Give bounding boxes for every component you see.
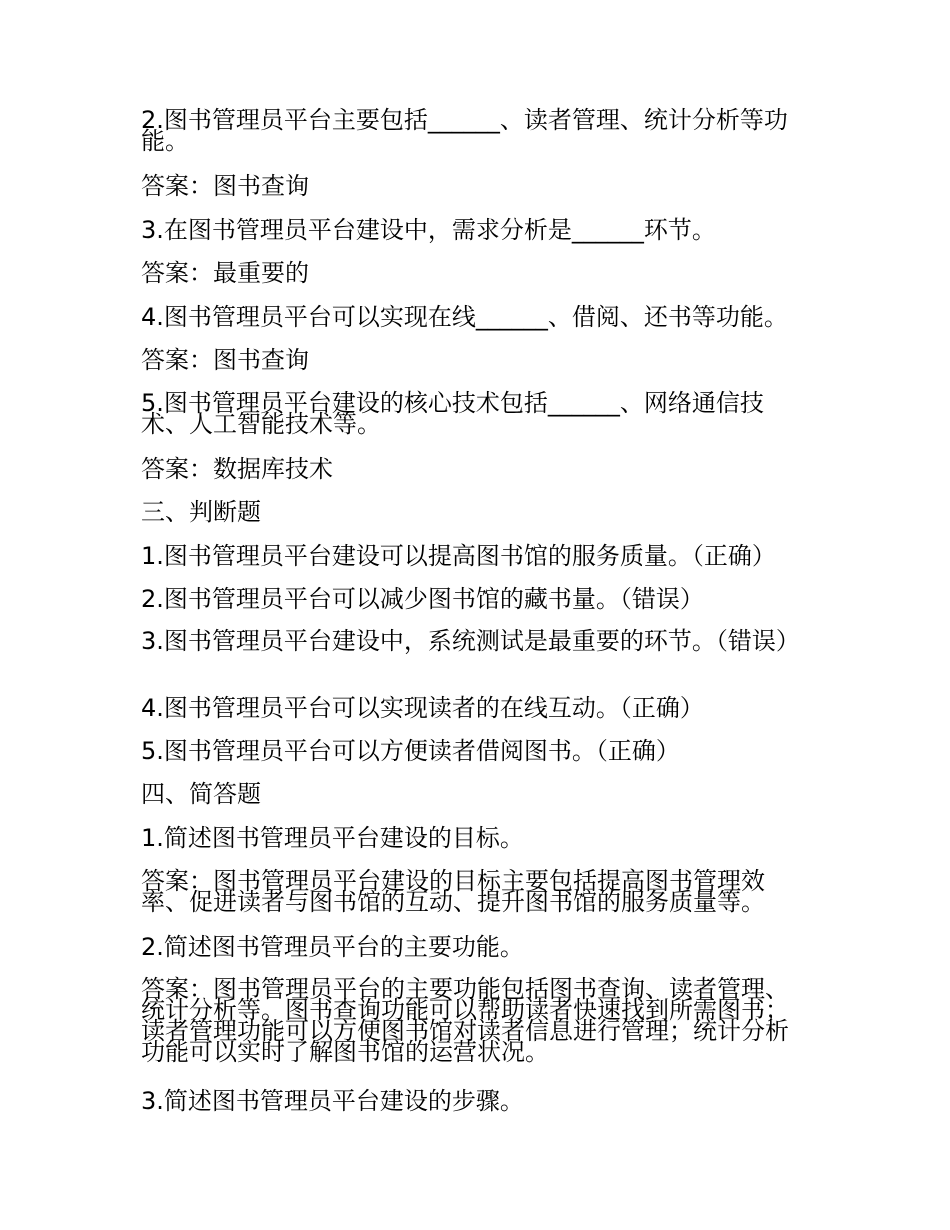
true-false-question-2: 2.图书管理员平台可以减少图书馆的藏书量。（错误） — [141, 585, 704, 613]
true-false-question-4: 4.图书管理员平台可以实现读者的在线互动。（正确） — [141, 694, 704, 722]
short-answer-question-1: 1.简述图书管理员平台建设的目标。 — [141, 824, 524, 852]
true-false-question-1: 1.图书管理员平台建设可以提高图书馆的服务质量。（正确） — [141, 542, 776, 570]
answer-5: 答案：数据库技术 — [141, 455, 333, 483]
fill-blank-question-4: 4.图书管理员平台可以实现在线______、借阅、还书等功能。 — [141, 303, 788, 331]
answer-2: 答案：图书查询 — [141, 172, 309, 200]
short-answer-answer-2: 答案：图书管理员平台的主要功能包括图书查询、读者管理、统计分析等。图书查询功能可以帮助读者快速找到所需图书；读者管理功能可以方便图书馆对读者信息进行管理；统计分析功能可以实时了解图书馆的运营状况。 — [141, 975, 789, 1066]
answer-4: 答案：图书查询 — [141, 346, 309, 374]
short-answer-question-3: 3.简述图书管理员平台建设的步骤。 — [141, 1087, 524, 1115]
section-heading-true-false: 三、判断题 — [141, 498, 261, 526]
true-false-question-3: 3.图书管理员平台建设中，系统测试是最重要的环节。（错误） — [141, 627, 800, 655]
answer-3: 答案：最重要的 — [141, 259, 309, 287]
fill-blank-question-2: 2.图书管理员平台主要包括______、读者管理、统计分析等功能。 — [141, 106, 788, 155]
fill-blank-question-3: 3.在图书管理员平台建设中，需求分析是______环节。 — [141, 216, 716, 244]
short-answer-answer-1: 答案：图书管理员平台建设的目标主要包括提高图书管理效率、促进读者与图书馆的互动、提升图书馆的服务质量等。 — [141, 867, 765, 916]
section-heading-short-answer: 四、简答题 — [141, 780, 261, 808]
fill-blank-question-5: 5.图书管理员平台建设的核心技术包括______、网络通信技术、人工智能技术等。 — [141, 389, 764, 438]
short-answer-question-2: 2.简述图书管理员平台的主要功能。 — [141, 933, 524, 961]
true-false-question-5: 5.图书管理员平台可以方便读者借阅图书。（正确） — [141, 737, 680, 765]
